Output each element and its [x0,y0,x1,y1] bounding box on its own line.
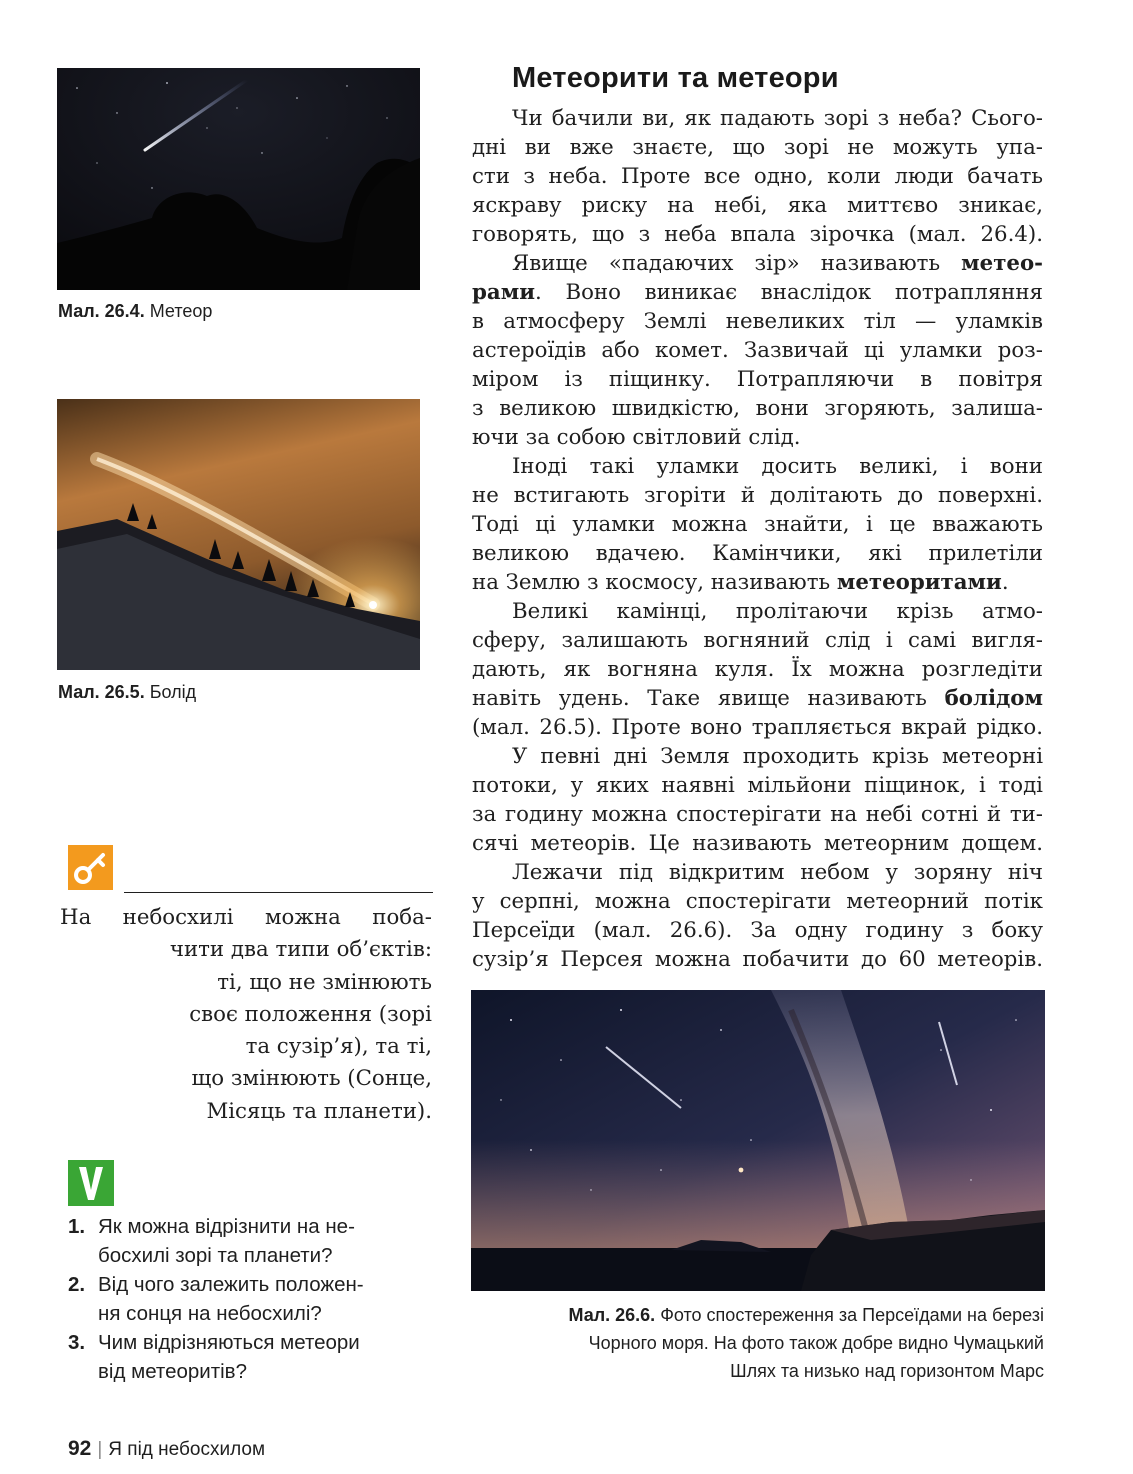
text-line: Персеїди (мал. 26.6). За одну годину з боку [472,918,1043,943]
text-line: сферу, залишають вогняний слід і самі вигля- [472,628,1043,653]
question-number: 2. [68,1273,86,1296]
article-body [472,104,1043,974]
text-line: говорять, що з неба впала зірочка (мал. 26.4). [472,222,1043,247]
figure-caption-26-6: Мал. 26.6. Фото спостереження за Персеїдами на березі Чорного моря. На фото також добре видно Чумацький Шлях та низько над горизонтом Марс [568,1305,1044,1381]
text-line: Явище «падаючих зір» називають метео- [512,251,1043,276]
text-line: дні ви вже знаєте, що зорі не можуть упа- [472,135,1043,160]
page-title: Метеорити та метеори [512,62,839,94]
text-line: Чи бачили ви, як падають зорі з неба? Сього- [512,106,1043,131]
checkmark-icon [68,1160,114,1206]
bolide-photo [57,399,420,670]
text-line: яскраву риску на небі, яка миттєво зникає, [472,193,1043,218]
text-line: навіть удень. Таке явище називають болідом [472,686,1043,711]
text-line: за годину можна спостерігати на небі сотні й ти- [472,802,1043,827]
key-note-line: чити два типи об’єктів: [169,937,432,963]
term-meteorites: метеоритами [836,570,1002,595]
question-item: 1. Як можна відрізнити на не- босхилі зорі та планети? [68,1212,428,1270]
question-number: 1. [68,1215,86,1238]
text-line: сузір’я Персея можна побачити до 60 метеорів. [472,947,1043,972]
term-bolide: болідом [944,686,1043,711]
text-line: Іноді такі уламки досить великі, і вони [512,454,1043,479]
question-item: 2. Від чого залежить положен- ня сонця на небосхилі? [68,1270,428,1328]
text-line: на Землю з космосу, називають метеоритами. [472,570,1009,595]
text-line: в атмосферу Землі невеликих тіл — уламків [472,309,1043,334]
review-questions [68,1212,428,1386]
question-item: 3. Чим відрізняються метеори від метеоритів? [68,1328,428,1386]
text-line: рами. Воно виникає внаслідок потрапляння [472,280,1043,305]
key-note-line: та сузір’я), та ті, [245,1034,432,1060]
text-line: Великі камінці, пролітаючи крізь атмо- [512,599,1043,624]
text-line: сти з неба. Проте все одно, коли люди бачать [472,164,1043,189]
text-line: сячі метеорів. Це називають метеорним дощем. [472,831,1043,856]
term-meteors-end: рами [472,280,535,305]
key-icon [68,845,113,890]
text-line: астероїдів або комет. Зазвичай ці уламки роз- [472,338,1043,363]
text-line: дають, як вогняна куля. Їх можна розгледіти [472,657,1043,682]
text-line: великою вдачею. Камінчики, які прилетіли [472,541,1043,566]
key-note-line: На небосхилі можна поба- [60,905,432,930]
text-line: потоки, у яких наявні мільйони піщинок, і тоді [472,773,1043,798]
key-note-line: що змінюють (Сонце, [191,1066,432,1092]
term-meteors: метео- [961,251,1043,276]
text-line: ючи за собою світловий слід. [472,425,801,450]
perseids-photo [471,990,1045,1291]
question-number: 3. [68,1331,86,1354]
footer-separator: | [97,1439,103,1460]
key-note-line: своє положення (зорі [189,1001,432,1027]
page-footer [68,1437,265,1462]
key-note-line: Місяць та планети). [206,1098,432,1124]
text-line: У певні дні Земля проходить крізь метеорні [512,744,1043,769]
figure-caption-26-5: Мал. 26.5. Болід [58,682,197,702]
text-line: (мал. 26.5). Проте воно трапляється вкрай рідко. [472,715,1043,740]
text-line: у серпні, можна спостерігати метеорний потік [472,889,1043,914]
meteor-photo [57,68,420,290]
page-number: 92 [68,1437,92,1460]
text-line: Лежачи під відкритим небом у зоряну ніч [512,860,1043,885]
text-line: міром із піщинку. Потрапляючи в повітря [472,367,1043,392]
figure-caption-26-4: Мал. 26.4. Метеор [58,301,213,321]
key-badge [68,845,113,890]
check-badge [68,1160,114,1206]
text-line: з великою швидкістю, вони згоряють, залиша- [472,396,1043,421]
key-divider [124,892,433,893]
text-line: Тоді ці уламки можна знайти, і це вважають [472,512,1043,537]
section-title: Я під небосхилом [108,1439,266,1460]
text-line: не встигають згоріти й долітають до поверхні. [472,483,1043,508]
key-note [60,902,432,1128]
key-note-line: ті, що не змінюють [217,969,432,995]
